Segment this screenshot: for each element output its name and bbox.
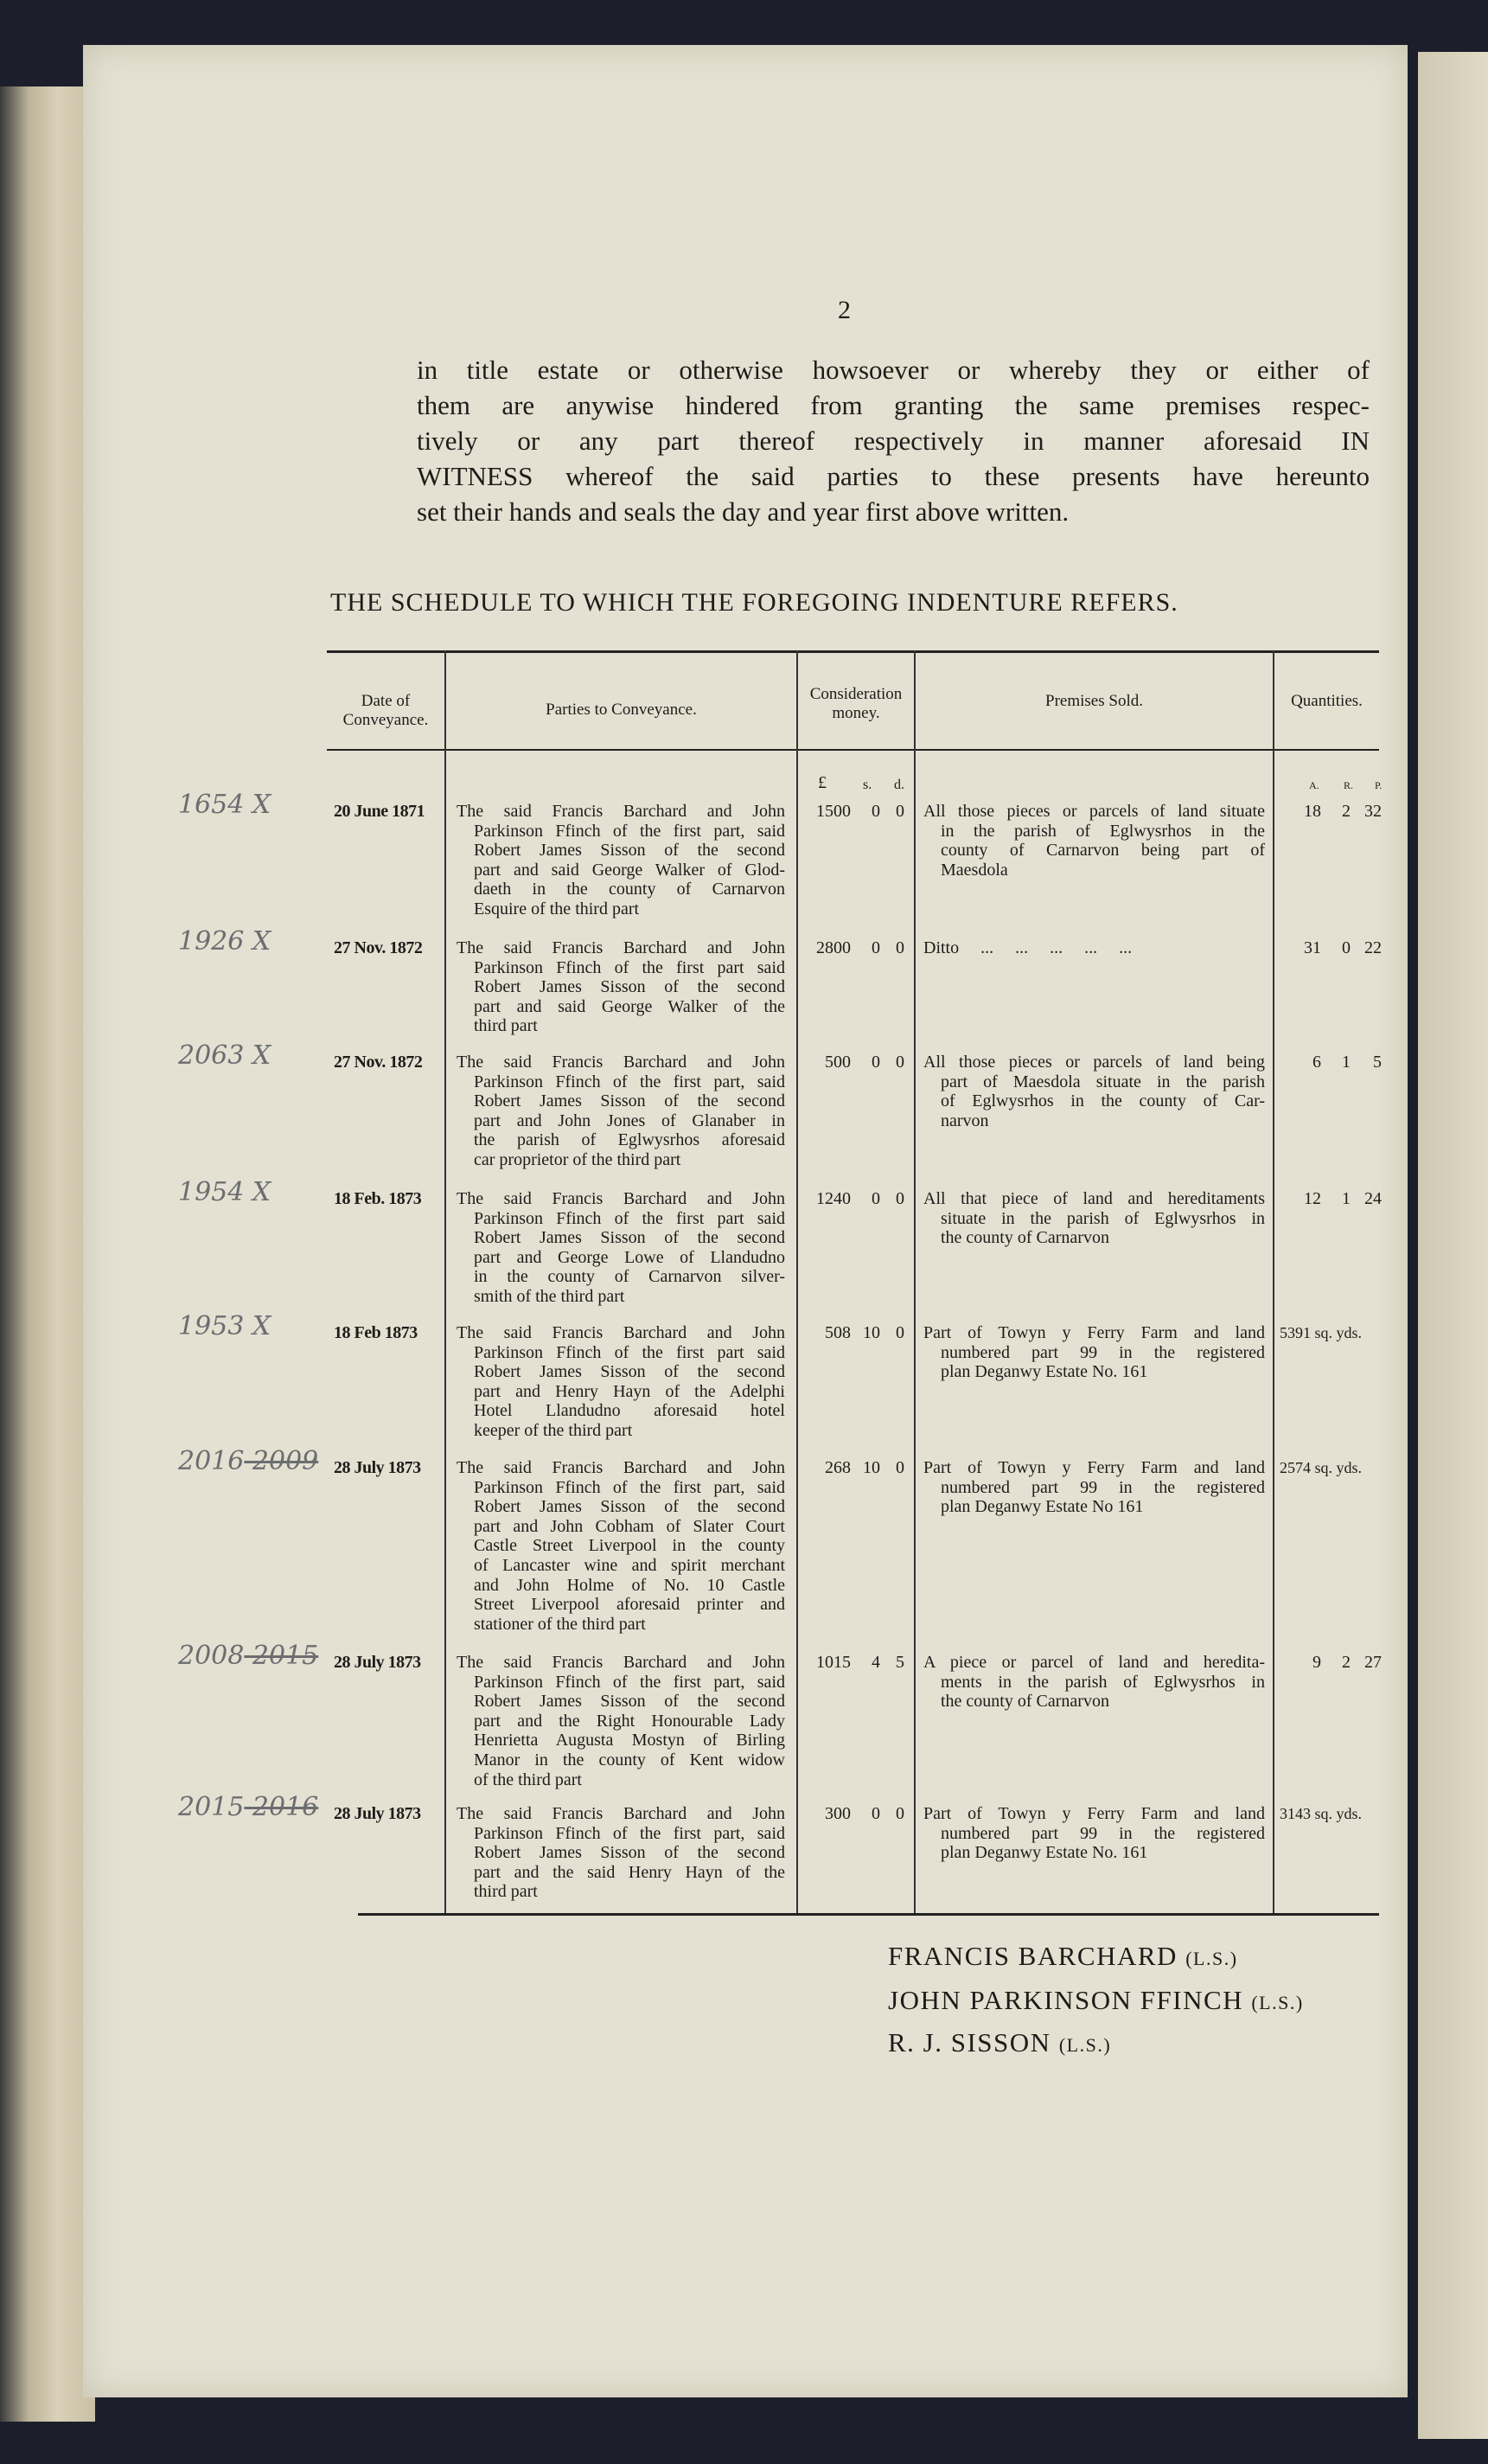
premises-line: Ditto ... ... ... ... ... xyxy=(923,938,1133,957)
quantity-sq-yds: 2574 sq. yds. xyxy=(1280,1459,1363,1476)
parties-text xyxy=(457,1053,785,1170)
column-divider xyxy=(914,650,916,1913)
parties-text xyxy=(457,1189,785,1307)
pounds: 300 xyxy=(825,1804,851,1823)
parties-text xyxy=(457,1458,785,1634)
quantity-sq-yds: 3143 sq. yds. xyxy=(1280,1805,1363,1822)
premises-line: narvon xyxy=(941,1110,989,1130)
roods: 1 xyxy=(1342,1053,1351,1072)
pence: 5 xyxy=(896,1653,904,1672)
parties-line: the parish of Eglwysrhos aforesaid xyxy=(474,1130,785,1150)
conveyance-date: 20 June 1871 xyxy=(334,802,425,821)
parties-line: car proprietor of the third part xyxy=(474,1149,681,1169)
parties-line: Castle Street Liverpool in the county xyxy=(474,1536,785,1556)
paragraph-line: them are anywise hindered from granting the same premises respec- xyxy=(417,390,1370,420)
closing-paragraph xyxy=(417,352,1370,529)
parties-line: Robert James Sisson of the second xyxy=(474,977,785,997)
conveyance-date: 27 Nov. 1872 xyxy=(334,1053,423,1072)
next-page-edge xyxy=(1418,52,1488,2439)
schedule-title: THE SCHEDULE TO WHICH THE FOREGOING INDENTURE REFERS. xyxy=(330,588,1178,617)
shillings: 0 xyxy=(872,802,880,821)
pounds: 268 xyxy=(825,1458,851,1477)
pounds: 1015 xyxy=(816,1653,851,1672)
premises-line: plan Deganwy Estate No. 161 xyxy=(941,1362,1148,1382)
parties-line: The said Francis Barchard and John xyxy=(457,1653,785,1672)
parties-line: The said Francis Barchard and John xyxy=(457,1804,785,1823)
margin-note-number: 2008 xyxy=(178,1641,245,1671)
premises-line: A piece or parcel of land and heredita- xyxy=(923,1653,1265,1672)
premises-line: the county of Carnarvon xyxy=(941,1228,1109,1248)
premises-line: numbered part 99 in the registered xyxy=(941,1823,1265,1843)
parties-line: keeper of the third part xyxy=(474,1420,633,1440)
pounds: 2800 xyxy=(816,938,851,957)
conveyance-date: 28 July 1873 xyxy=(334,1804,421,1823)
signature-name: JOHN PARKINSON FFINCH xyxy=(888,1985,1244,2015)
parties-line: stationer of the third part xyxy=(474,1614,646,1634)
parties-line: The said Francis Barchard and John xyxy=(457,938,785,957)
parties-line: Parkinson Ffinch of the first part said xyxy=(474,1208,785,1228)
header-money: Consideration money. xyxy=(809,685,903,722)
pounds: 500 xyxy=(825,1053,851,1072)
parties-line: third part xyxy=(474,1882,538,1902)
parties-line: smith of the third part xyxy=(474,1286,625,1306)
premises-line: ments in the parish of Eglwysrhos in xyxy=(941,1672,1265,1692)
header-premises: Premises Sold. xyxy=(1045,692,1143,710)
roods: 0 xyxy=(1342,938,1351,957)
parties-line: Street Liverpool aforesaid printer and xyxy=(474,1595,785,1615)
premises-line: Maesdola xyxy=(941,860,1008,880)
parties-line: Parkinson Ffinch of the first part, said xyxy=(474,1477,785,1497)
parties-line: The said Francis Barchard and John xyxy=(457,1189,785,1208)
header-parties: Parties to Conveyance. xyxy=(546,701,697,719)
premises-text xyxy=(923,802,1265,880)
parties-line: third part xyxy=(474,1016,538,1036)
perches-unit: P. xyxy=(1375,779,1383,791)
parties-text xyxy=(457,1323,785,1441)
premises-text xyxy=(923,1804,1265,1863)
premises-line: Part of Towyn y Ferry Farm and land xyxy=(923,1804,1265,1823)
acres: 9 xyxy=(1312,1653,1321,1672)
struck-note-number: 2015 xyxy=(244,1641,319,1671)
acres: 12 xyxy=(1304,1189,1321,1208)
column-divider xyxy=(1273,650,1274,1913)
premises-text xyxy=(923,1458,1265,1517)
premises-line: the county of Carnarvon xyxy=(941,1692,1109,1712)
premises-line: All those pieces or parcels of land being xyxy=(923,1053,1265,1072)
parties-line: Parkinson Ffinch of the first part said xyxy=(474,957,785,977)
parties-line: and John Holme of No. 10 Castle xyxy=(474,1575,785,1595)
pence: 0 xyxy=(896,1804,904,1823)
acres: 18 xyxy=(1304,802,1321,821)
parties-line: Parkinson Ffinch of the first part, said xyxy=(474,821,785,841)
paragraph-line: tively or any part thereof respectively in manner aforesaid IN xyxy=(417,426,1370,456)
parties-text xyxy=(457,802,785,919)
margin-note-number: 2016 xyxy=(178,1446,245,1476)
premises-line: plan Deganwy Estate No 161 xyxy=(941,1497,1144,1517)
premises-line: in the parish of Eglwysrhos in the xyxy=(941,821,1265,841)
acres-unit: A. xyxy=(1309,779,1319,791)
parties-line: Robert James Sisson of the second xyxy=(474,1843,785,1863)
seal-mark: (L.S.) xyxy=(1251,1992,1304,2013)
parties-line: Henrietta Augusta Mostyn of Birling xyxy=(474,1731,785,1750)
parties-line: of Lancaster wine and spirit merchant xyxy=(474,1555,785,1575)
perches: 32 xyxy=(1364,802,1382,821)
roods: 2 xyxy=(1342,802,1351,821)
premises-text xyxy=(923,1653,1265,1712)
struck-note-number: 2009 xyxy=(244,1446,319,1476)
margin-note-number: 2015 xyxy=(178,1792,245,1822)
pence: 0 xyxy=(896,938,904,957)
paragraph-line: set their hands and seals the day and year first above written. xyxy=(417,496,1070,527)
acres: 6 xyxy=(1312,1053,1321,1072)
parties-line: Parkinson Ffinch of the first part said xyxy=(474,1342,785,1362)
premises-line: situate in the parish of Eglwysrhos in xyxy=(941,1208,1265,1228)
parties-line: Esquire of the third part xyxy=(474,899,640,918)
conveyance-date: 18 Feb 1873 xyxy=(334,1323,418,1342)
premises-line: part of Maesdola situate in the parish xyxy=(941,1072,1265,1091)
pence: 0 xyxy=(896,1458,904,1477)
parties-line: part and Henry Hayn of the Adelphi xyxy=(474,1381,785,1401)
conveyance-date: 28 July 1873 xyxy=(334,1653,421,1672)
premises-line: All that piece of land and hereditaments xyxy=(923,1189,1265,1208)
premises-line: county of Carnarvon being part of xyxy=(941,841,1265,861)
perches: 27 xyxy=(1364,1653,1382,1672)
header-date: Date of Conveyance. xyxy=(342,692,429,729)
pence: 0 xyxy=(896,802,904,821)
document-page xyxy=(83,45,1408,2397)
paragraph-line: in title estate or otherwise howsoever or whereby they or either of xyxy=(417,355,1370,385)
premises-text xyxy=(923,1189,1265,1248)
parties-line: part and the said Henry Hayn of the xyxy=(474,1862,785,1882)
pence: 0 xyxy=(896,1189,904,1208)
parties-line: Parkinson Ffinch of the first part, said xyxy=(474,1072,785,1091)
roods: 1 xyxy=(1342,1189,1351,1208)
margin-note xyxy=(178,1641,318,1671)
shillings-unit: s. xyxy=(863,778,872,792)
parties-line: in the county of Carnarvon silver- xyxy=(474,1267,785,1287)
shillings: 10 xyxy=(863,1458,880,1477)
roods-unit: R. xyxy=(1344,779,1354,791)
margin-note: 1654 X xyxy=(178,790,271,820)
shillings: 0 xyxy=(872,1189,880,1208)
margin-note: 2063 X xyxy=(178,1040,271,1071)
conveyance-date: 27 Nov. 1872 xyxy=(334,938,423,957)
page-number: 2 xyxy=(838,296,851,324)
parties-line: Robert James Sisson of the second xyxy=(474,1362,785,1382)
parties-line: Robert James Sisson of the second xyxy=(474,1692,785,1712)
premises-line: numbered part 99 in the registered xyxy=(941,1342,1265,1362)
struck-note-number: 2016 xyxy=(244,1792,319,1822)
quantity-sq-yds: 5391 sq. yds. xyxy=(1280,1324,1363,1341)
seal-mark: (L.S.) xyxy=(1185,1948,1238,1969)
premises-text xyxy=(923,1053,1265,1130)
perches: 24 xyxy=(1364,1189,1382,1208)
signature-line xyxy=(888,1941,1238,1972)
conveyance-date: 28 July 1873 xyxy=(334,1458,421,1477)
parties-line: Robert James Sisson of the second xyxy=(474,1497,785,1517)
parties-line: part and John Jones of Glanaber in xyxy=(474,1110,785,1130)
perches: 22 xyxy=(1364,938,1382,957)
parties-text xyxy=(457,1653,785,1789)
parties-text xyxy=(457,1804,785,1902)
margin-note xyxy=(178,1446,318,1476)
parties-line: part and John Cobham of Slater Court xyxy=(474,1516,785,1536)
table-bottom-rule xyxy=(358,1913,1379,1916)
margin-note: 1953 X xyxy=(178,1311,271,1341)
parties-line: Robert James Sisson of the second xyxy=(474,1091,785,1111)
paragraph-line: WITNESS whereof the said parties to these presents have hereunto xyxy=(417,461,1370,491)
premises-text xyxy=(923,938,1265,958)
perches: 5 xyxy=(1373,1053,1382,1072)
column-divider xyxy=(796,650,798,1913)
parties-line: The said Francis Barchard and John xyxy=(457,1323,785,1342)
parties-line: of the third part xyxy=(474,1770,582,1789)
premises-line: Part of Towyn y Ferry Farm and land xyxy=(923,1323,1265,1342)
shillings: 0 xyxy=(872,938,880,957)
pounds: 508 xyxy=(825,1323,851,1342)
pence-unit: d. xyxy=(894,778,904,792)
signature-line xyxy=(888,2027,1111,2058)
parties-line: Robert James Sisson of the second xyxy=(474,841,785,861)
parties-line: part and George Lowe of Llandudno xyxy=(474,1247,785,1267)
margin-note: 1926 X xyxy=(178,926,271,957)
table-top-rule xyxy=(327,650,1379,653)
roods: 2 xyxy=(1342,1653,1351,1672)
parties-line: The said Francis Barchard and John xyxy=(457,1053,785,1072)
parties-line: Parkinson Ffinch of the first part, said xyxy=(474,1672,785,1692)
premises-line: Part of Towyn y Ferry Farm and land xyxy=(923,1458,1265,1477)
seal-mark: (L.S.) xyxy=(1058,2034,1112,2056)
premises-text xyxy=(923,1323,1265,1382)
margin-note: 1954 X xyxy=(178,1177,271,1207)
book-edge xyxy=(0,86,95,2422)
premises-line: plan Deganwy Estate No. 161 xyxy=(941,1843,1148,1863)
parties-line: part and said George Walker of Glod- xyxy=(474,860,785,880)
signature-name: FRANCIS BARCHARD xyxy=(888,1941,1178,1971)
pence: 0 xyxy=(896,1053,904,1072)
margin-note xyxy=(178,1792,318,1822)
pounds: 1240 xyxy=(816,1189,851,1208)
pounds: 1500 xyxy=(816,802,851,821)
parties-line: Hotel Llandudno aforesaid hotel xyxy=(474,1401,785,1421)
premises-line: numbered part 99 in the registered xyxy=(941,1477,1265,1497)
premises-line: All those pieces or parcels of land situate xyxy=(923,802,1265,821)
acres: 31 xyxy=(1304,938,1321,957)
conveyance-date: 18 Feb. 1873 xyxy=(334,1189,422,1208)
parties-line: part and said George Walker of the xyxy=(474,996,785,1016)
parties-line: Manor in the county of Kent widow xyxy=(474,1750,785,1770)
header-rule xyxy=(327,749,1379,751)
signature-line xyxy=(888,1985,1304,2016)
signature-name: R. J. SISSON xyxy=(888,2027,1051,2058)
parties-text xyxy=(457,938,785,1036)
parties-line: daeth in the county of Carnarvon xyxy=(474,880,785,899)
pounds-unit: £ xyxy=(818,773,827,792)
shillings: 0 xyxy=(872,1804,880,1823)
shillings: 10 xyxy=(863,1323,880,1342)
parties-line: Parkinson Ffinch of the first part, said xyxy=(474,1823,785,1843)
premises-line: of Eglwysrhos in the county of Car- xyxy=(941,1091,1265,1111)
parties-line: The said Francis Barchard and John xyxy=(457,1458,785,1477)
parties-line: The said Francis Barchard and John xyxy=(457,802,785,821)
header-quantities: Quantities. xyxy=(1291,692,1363,710)
parties-line: Robert James Sisson of the second xyxy=(474,1228,785,1248)
column-divider xyxy=(444,650,446,1913)
pence: 0 xyxy=(896,1323,904,1342)
parties-line: part and the Right Honourable Lady xyxy=(474,1711,785,1731)
shillings: 4 xyxy=(872,1653,880,1672)
shillings: 0 xyxy=(872,1053,880,1072)
